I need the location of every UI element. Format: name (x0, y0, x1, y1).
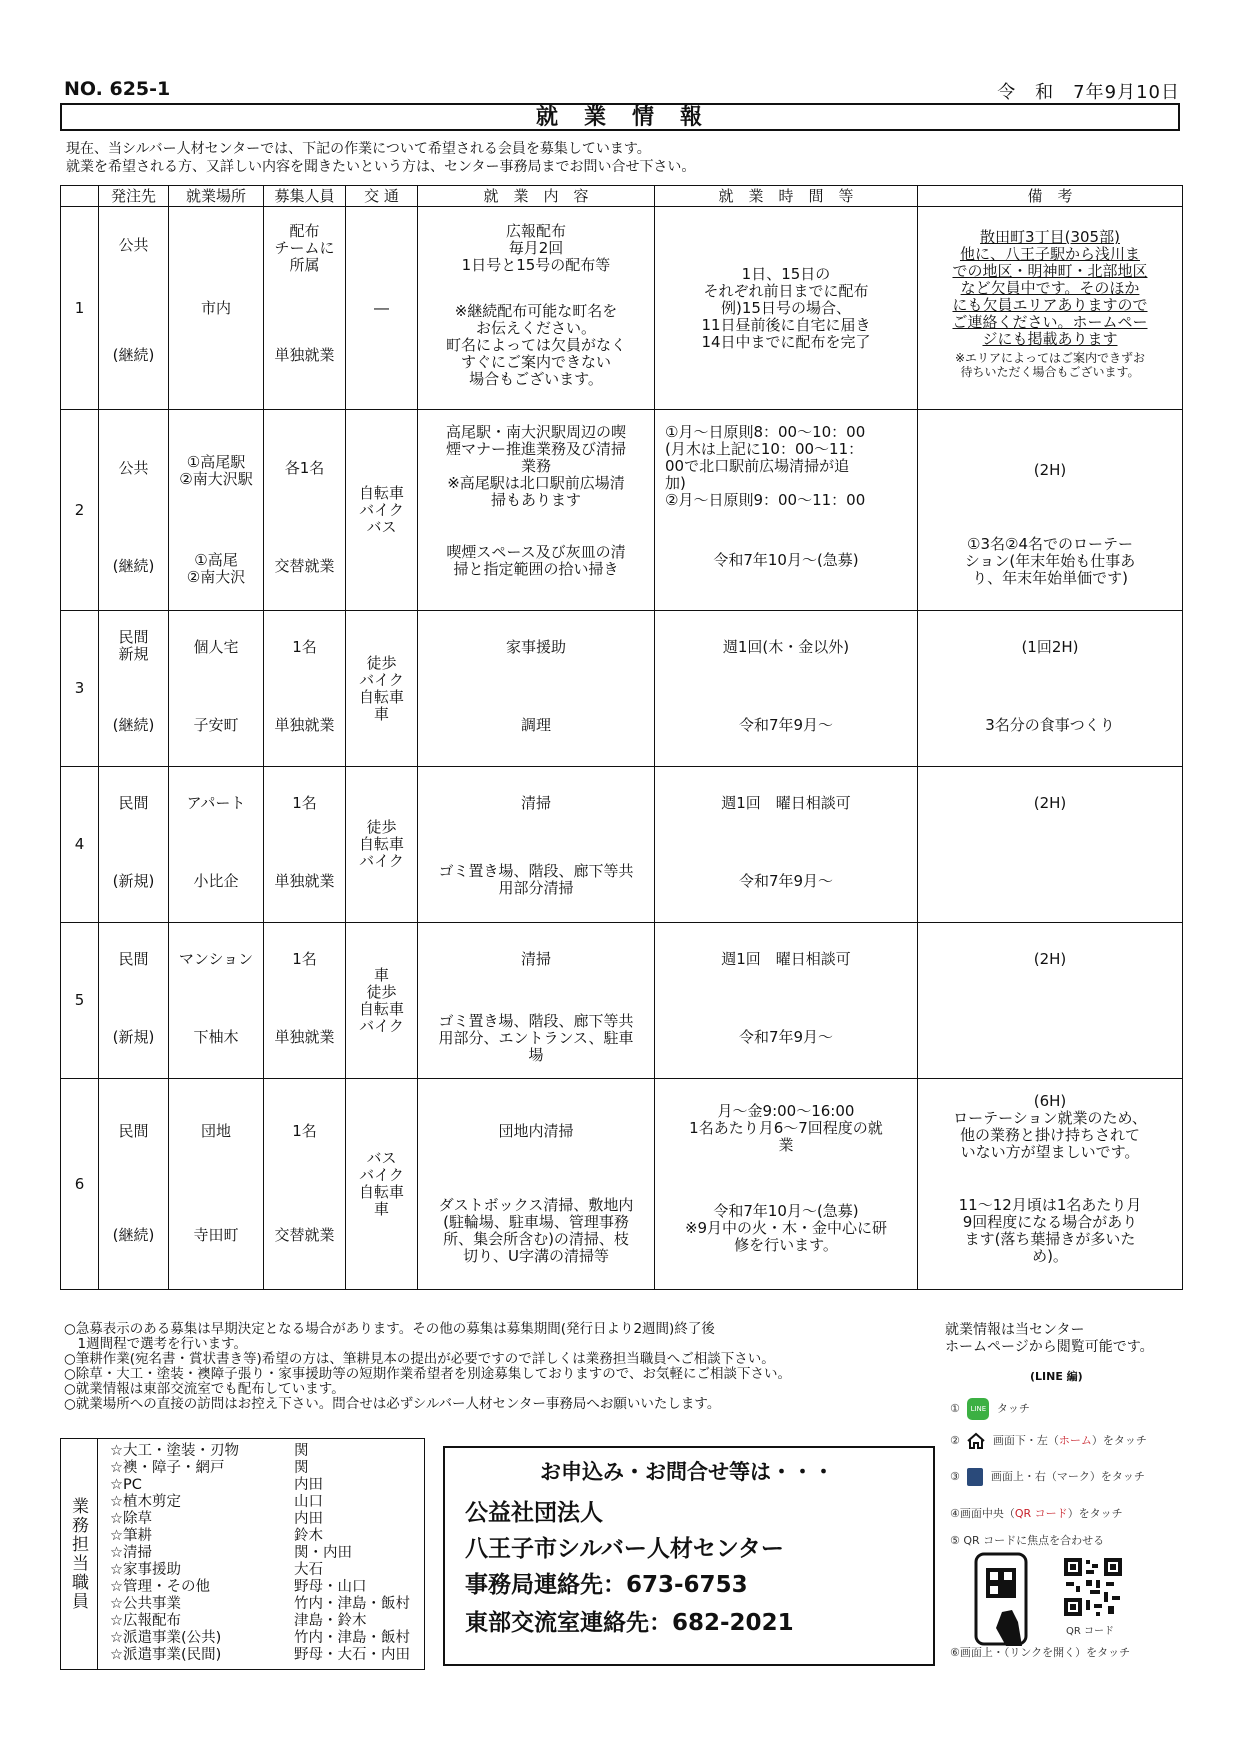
staff-task: ☆筆耕 (110, 1528, 152, 1544)
staff-task: ☆除草 (110, 1511, 152, 1527)
intro-text (66, 140, 695, 176)
row-number: 3 (61, 611, 99, 767)
transport: 徒歩 自転車 バイク (346, 767, 418, 923)
line-step-text: 画面下・左（ (992, 1434, 1059, 1447)
note-detail: 3名分の食事つくり (985, 716, 1115, 734)
staff-label: 業務担当職員 (68, 1497, 88, 1611)
people: 1名 (292, 1122, 317, 1140)
work-type: 単独就業 (274, 1028, 335, 1046)
staff-task: ☆襖・障子・網戸 (110, 1460, 225, 1476)
table-row (61, 207, 1183, 410)
status: (新規) (112, 872, 155, 890)
work-type: 単独就業 (274, 346, 335, 364)
staff-task: ☆植木剪定 (110, 1494, 181, 1510)
intro-line: 就業を希望される方、又詳しい内容を聞きたいという方は、センター事務局までお問い合せ下さい。 (66, 159, 696, 175)
place: 市内 (169, 207, 264, 410)
staff-person: 野母・大石・内田 (294, 1647, 410, 1663)
staff-task: ☆派遣事業(公共) (110, 1630, 222, 1646)
line-step-text: タッチ (996, 1402, 1030, 1415)
place: 団地 (200, 1122, 231, 1140)
staff-person: 関 (294, 1443, 309, 1459)
period: 令和7年10月～(急募) ※9月中の火・木・金中心に研 修を行います。 (684, 1202, 888, 1254)
note-detail: 11～12月頃は1名あたり月 9回程度になる場合があり ます(落ち葉掃きが多いた め)。 (958, 1196, 1142, 1265)
content-detail: ゴミ置き場、階段、廊下等共 用部分、エントランス、駐車 場 (438, 1012, 634, 1064)
staff-task: ☆大工・塗装・刃物 (110, 1443, 239, 1459)
people: 1名 (292, 638, 317, 656)
place-area: 小比企 (193, 872, 239, 890)
staff-task: ☆管理・その他 (110, 1579, 210, 1595)
note-line: ○急募表示のある募集は早期決定となる場合があります。その他の募集は募集期間(発行日より2週間)終了後 (64, 1321, 715, 1337)
col-people: 募集人員 (264, 186, 346, 207)
org-name: 八王子市シルバー人材センター (465, 1536, 784, 1562)
content: 広報配布 毎月2回 1日号と15号の配布等 (461, 222, 611, 274)
line-guide-title: (LINE 編) (1030, 1370, 1083, 1383)
line-step-3: ③ 画面上・右（マーク）をタッチ (950, 1468, 1145, 1486)
job-table (60, 185, 1183, 1290)
staff-task: ☆派遣事業(民間) (110, 1647, 222, 1663)
staff-person: 山口 (294, 1494, 323, 1510)
place: 個人宅 (193, 638, 239, 656)
homepage-note-line: ホームページから閲覧可能です。 (945, 1339, 1154, 1355)
place: マンション (178, 950, 254, 968)
org-type: 公益社団法人 (465, 1500, 603, 1526)
office-phone: 事務局連絡先：673-6753 (465, 1572, 748, 1598)
note-detail: ①3名②4名でのローテー ション(年末年始も仕事あ り、年末年始単価です) (964, 535, 1136, 587)
transport: 自転車 バイク バス (346, 410, 418, 611)
staff-person: 内田 (294, 1477, 323, 1493)
client: 公共 (118, 459, 149, 477)
staff-person: 竹内・津島・飯村 (294, 1630, 410, 1646)
note-line: ○就業場所への直接の訪問はお控え下さい。問合せは必ずシルバー人材センター事務局へお願いいたします。 (64, 1396, 721, 1412)
period: 令和7年9月～ (738, 1028, 834, 1046)
status: (継続) (112, 1226, 155, 1244)
client: 民間 新規 (118, 628, 149, 663)
content-detail: 調理 (520, 716, 551, 734)
staff-task: ☆広報配布 (110, 1613, 181, 1629)
people: 各1名 (284, 459, 325, 477)
qr-code-icon (1062, 1556, 1124, 1618)
content: 清掃 (520, 794, 551, 812)
place-area: 子安町 (193, 716, 239, 734)
staff-person: 関 (294, 1460, 309, 1476)
table-header-row (61, 186, 1183, 207)
people: 1名 (292, 950, 317, 968)
place-area: 寺田町 (193, 1226, 239, 1244)
note-small: ※エリアによってはご案内できずお 待ちいただく場合もございます。 (954, 351, 1146, 379)
content-detail: ゴミ置き場、階段、廊下等共 用部分清掃 (438, 862, 634, 897)
staff-person: 竹内・津島・飯村 (294, 1596, 410, 1612)
line-step-text: ）をタッチ (1067, 1507, 1123, 1520)
row-number: 1 (61, 207, 99, 410)
client: 民間 (118, 794, 149, 812)
staff-divider (97, 1438, 98, 1670)
intro-line: 現在、当シルバー人材センターでは、下記の作業について希望される会員を募集しています。 (66, 141, 651, 157)
table-row (61, 611, 1183, 767)
time: 1日、15日の それぞれ前日までに配布 例)15日号の場合、 11日昼前後に自宅に届き 14日中までに配布を完了 (655, 207, 918, 410)
col-transport: 交 通 (346, 186, 418, 207)
line-app-icon: LINE (967, 1398, 989, 1420)
homepage-note-line: 就業情報は当センター (945, 1322, 1085, 1338)
line-step-1: ① LINE タッチ (950, 1398, 1030, 1420)
staff-person: 関・内田 (294, 1545, 352, 1561)
place-area: ①高尾 ②南大沢 (186, 551, 246, 586)
note: (1回2H) (1021, 638, 1079, 656)
status: (継続) (112, 346, 155, 364)
note-line: ○除草・大工・塗装・襖障子張り・家事援助等の短期作業希望者を別途募集しておりますので、お気軽にご相談下さい。 (64, 1366, 792, 1382)
line-step-5: ⑤ QR コードに焦点を合わせる (950, 1534, 1105, 1547)
row-number: 6 (61, 1079, 99, 1290)
time: 週1回(木・金以外) (722, 638, 850, 656)
content: 清掃 (520, 950, 551, 968)
content: 家事援助 (505, 638, 566, 656)
row-number: 5 (61, 923, 99, 1079)
transport: バス バイク 自転車 車 (346, 1079, 418, 1290)
period: 令和7年9月～ (738, 716, 834, 734)
client: 民間 (118, 1122, 149, 1140)
time: 月～金9:00～16:00 1名あたり月6～7回程度の就 業 (689, 1102, 883, 1154)
note: 散田町3丁目(305部) 他に、八王子駅から浅川ま での地区・明神町・北部地区 など欠員中です。そのほか にも欠員エリアありますので ご連絡ください。ホームペー ジにも掲載あります (952, 228, 1148, 348)
time: ①月～日原則8：00～10：00 (月木は上記に10：00～11： 00で北口駅前広場清掃が追 加) ②月～日原則9：00～11：00 (665, 423, 866, 509)
time: 週1回 曜日相談可 (721, 950, 851, 968)
table-row (61, 410, 1183, 611)
col-place: 就業場所 (169, 186, 264, 207)
note: (2H) (1033, 461, 1067, 479)
line-step-text: ）をタッチ (1091, 1434, 1147, 1447)
period: 令和7年9月～ (738, 872, 834, 890)
work-type: 単独就業 (274, 872, 335, 890)
page-title: 就 業 情 報 (60, 103, 1180, 131)
phone-scan-icon (972, 1552, 1034, 1650)
line-step-highlight: ホーム (1058, 1434, 1092, 1447)
period: 令和7年10月～(急募) (713, 551, 859, 569)
notes (64, 1322, 944, 1412)
people: 配布 チームに 所属 (274, 222, 335, 274)
staff-person: 内田 (294, 1511, 323, 1527)
line-step-4 (950, 1505, 1123, 1521)
transport: 徒歩 バイク 自転車 車 (346, 611, 418, 767)
document-number: NO. 625-1 (64, 78, 171, 100)
line-step-highlight: QR コード (1014, 1507, 1068, 1520)
staff-task: ☆PC (110, 1477, 142, 1493)
line-step-6: ⑥画面上・（リンクを開く）をタッチ (950, 1646, 1131, 1659)
place-area: 下柚木 (193, 1028, 239, 1046)
work-type: 交替就業 (274, 557, 335, 575)
status: (継続) (112, 557, 155, 575)
place: ①高尾駅 ②南大沢駅 (179, 453, 253, 488)
row-number: 2 (61, 410, 99, 611)
issue-date: 令 和 7年9月10日 (997, 82, 1180, 103)
content: 高尾駅・南大沢駅周辺の喫 煙マナー推進業務及び清掃 業務 ※高尾駅は北口駅前広場清 掃もあります (445, 423, 626, 509)
table-row (61, 767, 1183, 923)
status: (新規) (112, 1028, 155, 1046)
staff-person: 大石 (294, 1562, 323, 1578)
client: 公共 (118, 236, 149, 254)
note-line: ○筆耕作業(宛名書・賞状書き等)希望の方は、筆耕見本の提出が必要ですので詳しくは業務担当職員へご相談下さい。 (64, 1351, 775, 1367)
line-step-text: 画面上・右（マーク）をタッチ (990, 1470, 1145, 1483)
line-step-2: ② 画面下・左（ホーム）をタッチ (950, 1432, 1147, 1450)
staff-person: 鈴木 (294, 1528, 323, 1544)
work-type: 単独就業 (274, 716, 335, 734)
people: 1名 (292, 794, 317, 812)
row-number: 4 (61, 767, 99, 923)
content-detail: ダストボックス清掃、敷地内 (駐輪場、駐車場、管理事務 所、集会所含む)の清掃、枝 切り、U字溝の清掃等 (438, 1196, 634, 1265)
line-step-text: ④画面中央（ (950, 1507, 1015, 1520)
home-icon (966, 1432, 986, 1450)
col-time: 就 業 時 間 等 (655, 186, 918, 207)
note: (2H) (1033, 950, 1067, 968)
note: (2H) (1033, 794, 1067, 812)
col-notes: 備 考 (918, 186, 1183, 207)
content-note: ※継続配布可能な町名を お伝えください。 町名によっては欠員がなく すぐにご案内できない 場合もございます。 (445, 302, 626, 388)
table-row (61, 1079, 1183, 1290)
content: 団地内清掃 (498, 1122, 574, 1140)
transport: ― (346, 207, 418, 410)
col-content: 就 業 内 容 (418, 186, 655, 207)
add-friend-icon (967, 1468, 983, 1486)
transport: 車 徒歩 自転車 バイク (346, 923, 418, 1079)
homepage-note (945, 1322, 1154, 1356)
table-row (61, 923, 1183, 1079)
col-number (61, 186, 99, 207)
status: (継続) (112, 716, 155, 734)
staff-task: ☆清掃 (110, 1545, 152, 1561)
note: (6H) ローテーション就業のため、 他の業務と掛け持ちされて いない方が望ましいです。 (953, 1092, 1147, 1161)
staff-task: ☆公共事業 (110, 1596, 181, 1612)
place: アパート (186, 794, 246, 812)
time: 週1回 曜日相談可 (721, 794, 851, 812)
work-type: 交替就業 (274, 1226, 335, 1244)
col-client: 発注先 (99, 186, 169, 207)
content-detail: 喫煙スペース及び灰皿の清 掃と指定範囲の拾い掃き (446, 543, 626, 578)
qr-label: QR コード (1066, 1626, 1114, 1637)
contact-heading: お申込み・お問合せ等は・・・ (540, 1460, 834, 1484)
staff-person: 津島・鈴木 (294, 1613, 367, 1629)
staff-person: 野母・山口 (294, 1579, 367, 1595)
note-line: 1週間程で選考を行います。 (64, 1336, 248, 1352)
client: 民間 (118, 950, 149, 968)
east-phone: 東部交流室連絡先：682-2021 (465, 1610, 794, 1636)
note-line: ○就業情報は東部交流室でも配布しています。 (64, 1381, 345, 1397)
staff-task: ☆家事援助 (110, 1562, 181, 1578)
